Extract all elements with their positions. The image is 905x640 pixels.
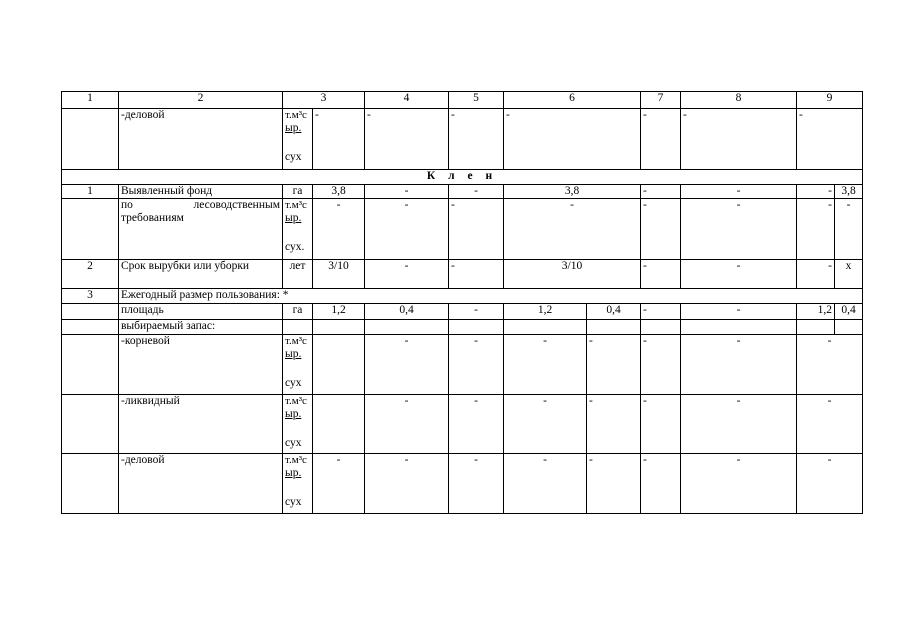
table-row: выбираемый запас: bbox=[62, 319, 863, 334]
header-cell: 7 bbox=[641, 92, 681, 109]
header-row bbox=[62, 92, 863, 109]
table-row: -деловой т.м³с ыр. сух - - - - - - - - bbox=[62, 454, 863, 514]
table-row: 1 Выявленный фонд га 3,8 - - 3,8 - - - 3,8 bbox=[62, 185, 863, 199]
section-row bbox=[62, 169, 863, 184]
header-cell: 5 bbox=[449, 92, 504, 109]
header-cell: 1 bbox=[62, 92, 119, 109]
header-cell: 3 bbox=[283, 92, 365, 109]
unit-cell: т.м³с ыр. сух bbox=[283, 454, 313, 514]
unit-cell: т.м³с ыр. сух bbox=[283, 394, 313, 454]
table-row: площадь га 1,2 0,4 - 1,2 0,4 - - 1,2 0,4 bbox=[62, 304, 863, 319]
unit-cell: т.м³с ыр. сух bbox=[283, 334, 313, 394]
table-row: по лесоводственным требованиям т.м³с ыр. сух. - - - - - - - - bbox=[62, 199, 863, 260]
forest-table bbox=[61, 91, 863, 514]
unit-cell: т.м³с ыр. сух bbox=[283, 109, 313, 170]
table-row: -корневой т.м³с ыр. сух - - - - - - - bbox=[62, 334, 863, 394]
table-row: 3 Ежегодный размер пользования: * bbox=[62, 289, 863, 304]
table-row: -ликвидный т.м³с ыр. сух - - - - - - - bbox=[62, 394, 863, 454]
header-cell: 4 bbox=[365, 92, 449, 109]
header-cell: 9 bbox=[797, 92, 863, 109]
header-cell: 6 bbox=[504, 92, 641, 109]
row-label: по лесоводственным требованиям bbox=[119, 199, 283, 260]
row-label: -деловой bbox=[119, 109, 283, 170]
header-cell: 2 bbox=[119, 92, 283, 109]
unit-cell: т.м³с ыр. сух. bbox=[283, 199, 313, 260]
header-cell: 8 bbox=[681, 92, 797, 109]
table-row: -деловой т.м³с ыр. сух - - - - - - - bbox=[62, 109, 863, 170]
section-title: К л е н bbox=[62, 169, 863, 184]
table-row: 2 Срок вырубки или уборки лет 3/10 - - 3/10 - - - х bbox=[62, 259, 863, 288]
